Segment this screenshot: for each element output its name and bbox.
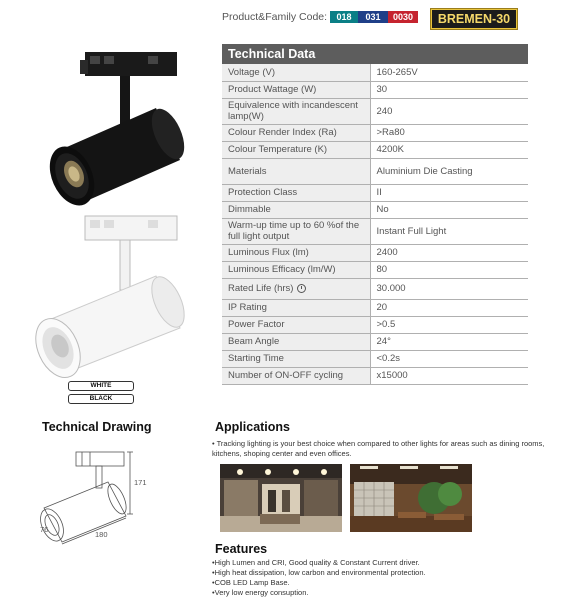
table-row xyxy=(222,367,528,384)
row-label: Starting Time xyxy=(222,350,370,367)
row-label: Colour Temperature (K) xyxy=(222,141,370,158)
code-segment-3: 0030 xyxy=(388,11,418,23)
product-family-code xyxy=(222,10,418,24)
row-label: IP Rating xyxy=(222,299,370,316)
row-value: >Ra80 xyxy=(370,124,528,141)
feature-item: • High Lumen and CRI, Good quality & Constant Current driver. xyxy=(212,558,426,568)
technical-drawing-title: Technical Drawing xyxy=(42,420,152,434)
row-value: x15000 xyxy=(370,367,528,384)
row-value: Instant Full Light xyxy=(370,218,528,244)
row-label: Beam Angle xyxy=(222,333,370,350)
row-value: 160-265V xyxy=(370,64,528,81)
table-row xyxy=(222,244,528,261)
table-row xyxy=(222,261,528,278)
row-value: <0.2s xyxy=(370,350,528,367)
table-row xyxy=(222,64,528,81)
brand-name: BREMEN-30 xyxy=(432,10,516,28)
row-value: II xyxy=(370,184,528,201)
table-row xyxy=(222,316,528,333)
table-row xyxy=(222,158,528,184)
row-label: Dimmable xyxy=(222,201,370,218)
row-label: Colour Render Index (Ra) xyxy=(222,124,370,141)
code-segment-1: 018 xyxy=(330,11,358,23)
white-lamp-image xyxy=(30,210,190,380)
white-variant-tag: WHITE xyxy=(68,381,134,391)
row-value: 30 xyxy=(370,81,528,98)
row-value: 24° xyxy=(370,333,528,350)
feature-item: • COB LED Lamp Base. xyxy=(212,578,426,588)
row-value: 2400 xyxy=(370,244,528,261)
row-value: >0.5 xyxy=(370,316,528,333)
row-value: 80 xyxy=(370,261,528,278)
table-row xyxy=(222,184,528,201)
row-label: Luminous Flux (lm) xyxy=(222,244,370,261)
dimension-diameter: 76 xyxy=(40,525,49,534)
technical-data-table xyxy=(222,44,528,385)
table-row xyxy=(222,98,528,124)
row-label: Materials xyxy=(222,158,370,184)
row-value: 30.000 xyxy=(370,278,528,299)
row-value: 4200K xyxy=(370,141,528,158)
row-label: Protection Class xyxy=(222,184,370,201)
applications-text: • Tracking lighting is your best choice when compared to other lights for areas such as dining rooms, kitchens, shoping center and even offices. xyxy=(212,439,545,458)
table-row xyxy=(222,278,528,299)
code-segment-2: 031 xyxy=(358,11,388,23)
black-lamp-image xyxy=(30,42,190,212)
row-value: Aluminium Die Casting xyxy=(370,158,528,184)
application-photo-restaurant xyxy=(350,464,472,532)
applications-description: Tracking lighting is your best choice when compared to other lights for areas such as dining rooms, kitchens, shoping center and even offices. xyxy=(212,439,545,458)
row-label: Product Wattage (W) xyxy=(222,81,370,98)
table-row xyxy=(222,201,528,218)
row-label: Rated Life (hrs) xyxy=(228,283,294,294)
applications-title: Applications xyxy=(215,420,291,434)
application-photo-store xyxy=(220,464,342,532)
row-label: Number of ON-OFF cycling xyxy=(222,367,370,384)
table-row xyxy=(222,218,528,244)
row-value: 240 xyxy=(370,98,528,124)
features-list xyxy=(212,558,426,598)
table-row xyxy=(222,81,528,98)
table-row xyxy=(222,141,528,158)
technical-data-title: Technical Data xyxy=(222,44,528,64)
dimension-width: 180 xyxy=(95,530,108,539)
features-title: Features xyxy=(215,542,268,556)
feature-item: • High heat dissipation, low carbon and environmental protection. xyxy=(212,568,426,578)
black-variant-tag: BLACK xyxy=(68,394,134,404)
clock-icon xyxy=(297,284,306,293)
table-row xyxy=(222,350,528,367)
feature-item: • Very low energy consuption. xyxy=(212,588,426,598)
brand-badge xyxy=(430,8,518,30)
row-label: Equivalence with incandescent lamp(W) xyxy=(222,98,370,124)
row-value: No xyxy=(370,201,528,218)
row-label: Luminous Efficacy (lm/W) xyxy=(222,261,370,278)
rated-life-cell xyxy=(222,278,370,299)
row-value: 20 xyxy=(370,299,528,316)
table-row xyxy=(222,124,528,141)
table-row xyxy=(222,299,528,316)
table-row xyxy=(222,333,528,350)
row-label: Voltage (V) xyxy=(222,64,370,81)
dimension-height: 171 xyxy=(134,478,147,487)
row-label: Warm-up time up to 60 %of the full light output xyxy=(222,218,370,244)
code-label: Product&Family Code: xyxy=(222,11,328,23)
row-label: Power Factor xyxy=(222,316,370,333)
